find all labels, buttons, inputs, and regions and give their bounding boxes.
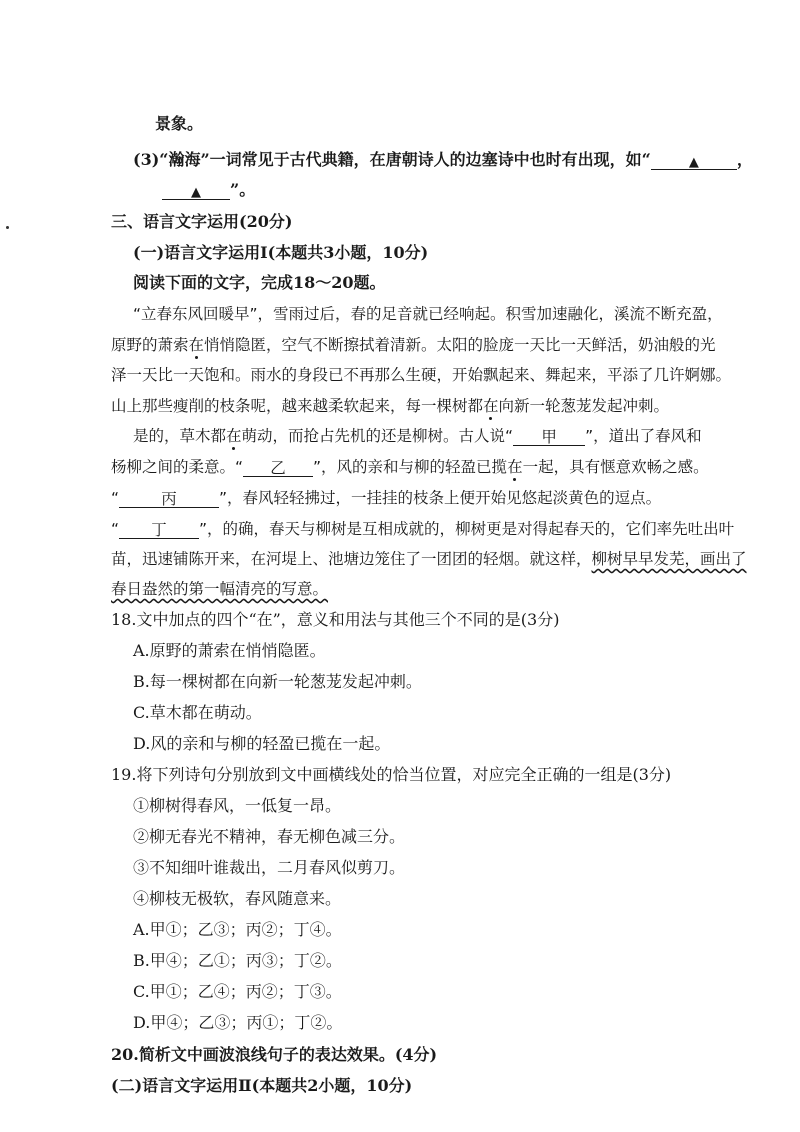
passage-segment: ”，道出了春风和 — [585, 427, 702, 445]
passage-line — [133, 426, 702, 446]
answer-blank-1 — [651, 151, 737, 170]
q17-part3-text: (3)“瀚海”一词常见于古代典籍，在唐朝诗人的边塞诗中也时有出现，如“ — [133, 150, 651, 169]
q19-poem-1: ①柳树得春风，一低复一昂。 — [133, 796, 342, 815]
passage-segment: 杨柳之间的柔意。“ — [111, 458, 244, 476]
triangle-marker-icon: ▲ — [688, 155, 699, 170]
passage-segment: ”，风的亲和与柳的轻盈已揽 — [313, 458, 508, 476]
passage-line — [111, 519, 734, 539]
q19-poem-4: ④柳枝无极软，春风随意来。 — [133, 889, 342, 908]
q19-option-a: A.甲①；乙③；丙②；丁④。 — [133, 920, 342, 939]
passage-segment: ”，的确，春天与柳树是互相成就的，柳树更是对得起春天的，它们率先吐出叶 — [199, 520, 735, 538]
passage-segment: 苗，迅速铺陈开来，在河堤上、池塘边笼住了一团团的轻烟。就这样， — [111, 550, 592, 568]
q17-part3 — [133, 150, 753, 170]
passage-segment: 山上那些瘦削的枝条呢，越来越柔软起来，每一棵树都 — [111, 397, 484, 415]
passage-line: 泽一天比一天饱和。雨水的身段已不再那么生硬，开始飘起来、舞起来，平添了几许婀娜。 — [111, 366, 732, 384]
section3-sub2-title: (二)语言文字运用Ⅱ(本题共2小题，10分) — [111, 1076, 413, 1095]
q18-option-a: A.原野的萧索在悄悄隐匿。 — [133, 641, 326, 660]
passage-segment: 萌动，而抢占先机的还是柳树。古人说“ — [241, 427, 514, 445]
passage-segment: 向新一轮葱茏发起冲刺。 — [498, 397, 670, 415]
section3-title: 三、语言文字运用(20分) — [111, 212, 293, 231]
q18-option-d: D.风的亲和与柳的轻盈已揽在一起。 — [133, 734, 391, 753]
q17-close: ”。 — [230, 180, 256, 199]
dotted-zai: 在 — [507, 458, 523, 476]
passage-segment: 一起，具有惬意欢畅之感。 — [522, 458, 709, 476]
q19-poem-2: ②柳无春光不精神，春无柳色减三分。 — [133, 827, 406, 846]
wavy-underlined-sentence: 柳树早早发芜，画出了 — [591, 550, 747, 568]
dotted-zai: 在 — [483, 397, 499, 415]
passage-line — [111, 457, 709, 477]
section3-sub1-title: (一)语言文字运用Ⅰ(本题共3小题，10分) — [133, 243, 429, 262]
q19-option-b: B.甲④；乙①；丙③；丁②。 — [133, 951, 342, 970]
blank-jia: 甲 — [513, 427, 585, 446]
passage-line — [111, 488, 661, 508]
q18-stem: 18.文中加点的四个“在”，意义和用法与其他三个不同的是(3分) — [111, 610, 560, 629]
reading-instruction: 阅读下面的文字，完成18～20题。 — [133, 273, 386, 292]
passage-line — [111, 579, 328, 599]
q19-option-d: D.甲④；乙③；丙①；丁②。 — [133, 1013, 343, 1032]
passage-segment: 是的，草木都 — [133, 427, 227, 445]
q17-part3-cont — [162, 180, 255, 200]
q18-option-c: C.草木都在萌动。 — [133, 703, 262, 722]
q19-option-c: C.甲①；乙④；丙②；丁③。 — [133, 982, 342, 1001]
margin-dot — [6, 226, 9, 229]
dotted-zai: 在 — [226, 427, 242, 445]
q17-separator: ， — [736, 150, 753, 169]
passage-segment: 原野的萧索 — [111, 336, 189, 354]
passage-line — [111, 335, 716, 355]
q20-stem: 20.简析文中画波浪线句子的表达效果。(4分) — [111, 1045, 438, 1064]
triangle-marker-icon: ▲ — [191, 185, 201, 200]
blank-yi: 乙 — [243, 458, 313, 477]
passage-segment: “ — [111, 520, 120, 538]
wavy-underlined-sentence: 春日盎然的第一幅清亮的写意。 — [111, 580, 329, 598]
q18-option-b: B.每一棵树都在向新一轮葱茏发起冲刺。 — [133, 672, 422, 691]
answer-blank-2 — [162, 181, 230, 200]
passage-segment: ”，春风轻轻拂过，一挂挂的枝条上便开始见悠起淡黄色的逗点。 — [219, 489, 662, 507]
blank-ding: 丁 — [119, 520, 199, 539]
dotted-zai: 在 — [188, 336, 205, 354]
passage-line: “立春东风回暖早”，雪雨过后，春的足音就已经响起。积雪加速融化，溪流不断充盈， — [133, 305, 723, 323]
passage-line — [111, 396, 669, 416]
q19-stem: 19.将下列诗句分别放到文中画横线处的恰当位置，对应完全正确的一组是(3分) — [111, 765, 672, 784]
passage-segment: “ — [111, 489, 120, 507]
passage-segment: 悄悄隐匿，空气不断擦拭着清新。太阳的脸庞一天比一天鲜活，奶油般的光 — [204, 336, 716, 354]
q19-poem-3: ③不知细叶谁裁出，二月春风似剪刀。 — [133, 858, 406, 877]
passage-line — [111, 549, 747, 569]
prev-text-end: 景象。 — [155, 114, 204, 133]
blank-bing: 丙 — [119, 489, 219, 508]
